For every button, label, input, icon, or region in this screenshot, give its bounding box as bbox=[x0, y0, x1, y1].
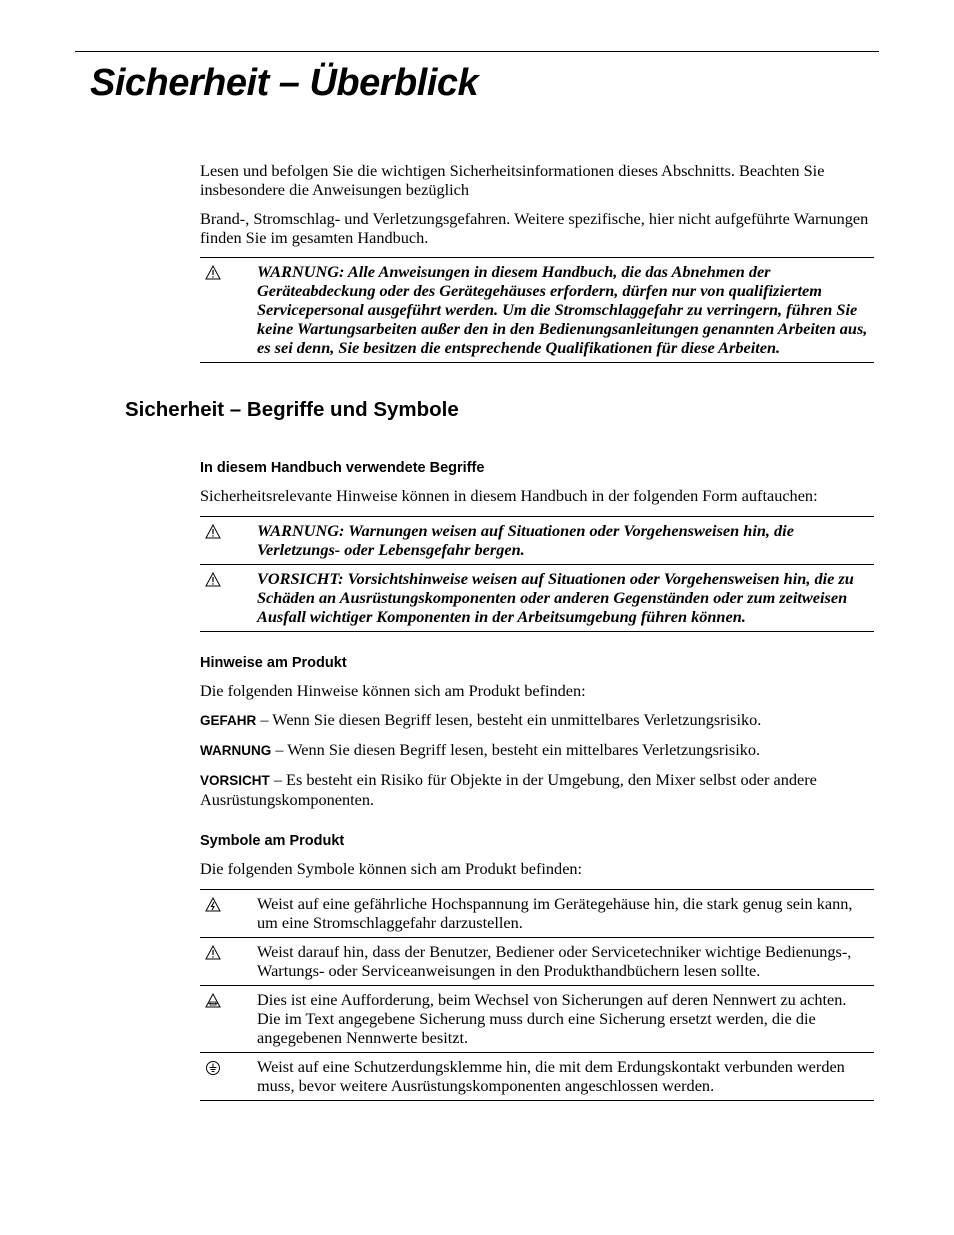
warning-text: – Wenn Sie diesen Begriff lesen, besteht ein mittelbares Verletzungsrisiko. bbox=[271, 740, 761, 759]
terms-notice-box bbox=[200, 516, 874, 632]
warning-triangle-icon bbox=[200, 569, 257, 626]
caution-text: – Es besteht ein Risiko für Objekte in der Umgebung, den Mixer selbst oder andere Ausrüstungskomponenten. bbox=[200, 770, 817, 809]
terms-section bbox=[200, 460, 874, 1101]
terms-warning-row bbox=[200, 517, 874, 565]
symbol-text: Weist auf eine gefährliche Hochspannung im Gerätegehäuse hin, die stark genug sein kann, um eine Stromschlaggefahr darzustellen. bbox=[257, 894, 853, 932]
main-warning-box bbox=[200, 257, 874, 363]
fuse-icon bbox=[200, 990, 257, 1047]
intro-section bbox=[200, 161, 874, 363]
caution-label: VORSICHT bbox=[200, 773, 270, 788]
danger-label: GEFAHR bbox=[200, 713, 257, 728]
terms-warning-text: WARNUNG: Warnungen weisen auf Situationen oder Vorgehensweisen hin, die Verletzungs- oder Lebensgefahr bergen. bbox=[257, 521, 794, 559]
symbol-row bbox=[200, 1053, 874, 1101]
terms-heading: In diesem Handbuch verwendete Begriffe bbox=[200, 460, 485, 476]
product-symbols-intro: Die folgenden Symbole können sich am Produkt befinden: bbox=[200, 859, 583, 878]
warning-triangle-icon bbox=[200, 262, 257, 357]
main-warning-text: WARNUNG: Alle Anweisungen in diesem Handbuch, die das Abnehmen der Geräteabdeckung oder des Gerätegehäuses erfordern, dürfen nur von qualifiziertem Servicepersonal ausgeführt werden. Um die Stromschlaggefahr zu verringern, führen Sie keine Wartungsarbeiten außer den in den Bedienungsanleitungen genannten Arbeiten aus, es sei denn, Sie besitzen die entsprechende Qualifikationen für diese Arbeiten. bbox=[257, 262, 868, 357]
symbol-text: Dies ist eine Aufforderung, beim Wechsel von Sicherungen auf deren Nennwert zu achten. Die im Text angegebene Sicherung muss durch eine Sicherung ersetzt werden, die die angegebenen Nennwerte besitzt. bbox=[257, 990, 847, 1047]
product-notes-intro: Die folgenden Hinweise können sich am Produkt befinden: bbox=[200, 681, 586, 700]
intro-paragraph-1: Lesen und befolgen Sie die wichtigen Sicherheitsinformationen dieses Abschnitts. Beachten Sie insbesondere die Anweisungen bezüglich bbox=[200, 161, 825, 199]
product-notes-heading: Hinweise am Produkt bbox=[200, 655, 347, 671]
warning-triangle-icon bbox=[200, 521, 257, 559]
terms-caution-text: VORSICHT: Vorsichtshinweise weisen auf Situationen oder Vorgehensweisen hin, die zu Schäden an Ausrüstungskomponenten oder anderen Gegenständen oder zum zeitweisen Ausfall wichtiger Komponenten in der Arbeitsumgebung führen können. bbox=[257, 569, 854, 626]
terms-caution-row bbox=[200, 565, 874, 632]
section-title: Sicherheit – Begriffe und Symbole bbox=[125, 398, 459, 421]
product-symbols-heading: Symbole am Produkt bbox=[200, 833, 345, 849]
danger-text: – Wenn Sie diesen Begriff lesen, besteht ein unmittelbares Verletzungsrisiko. bbox=[256, 710, 762, 729]
symbol-row bbox=[200, 890, 874, 938]
symbol-row bbox=[200, 938, 874, 986]
symbols-table bbox=[200, 889, 874, 1101]
high-voltage-icon bbox=[200, 894, 257, 932]
warning-triangle-icon bbox=[200, 942, 257, 980]
main-warning-row bbox=[200, 258, 874, 363]
warning-label: WARNUNG bbox=[200, 743, 272, 758]
symbol-row bbox=[200, 986, 874, 1053]
warning-note bbox=[200, 740, 874, 760]
symbol-text: Weist auf eine Schutzerdungsklemme hin, die mit dem Erdungskontakt verbunden werden muss, bevor weitere Ausrüstungskomponenten angeschlossen werden. bbox=[257, 1057, 845, 1095]
protective-earth-icon bbox=[200, 1057, 257, 1095]
page-title: Sicherheit – Überblick bbox=[90, 62, 479, 104]
caution-note bbox=[200, 770, 874, 809]
danger-note bbox=[200, 710, 874, 730]
intro-paragraph-2: Brand-, Stromschlag- und Verletzungsgefahren. Weitere spezifische, hier nicht aufgeführte Warnungen finden Sie im gesamten Handbuch. bbox=[200, 209, 869, 247]
symbol-text: Weist darauf hin, dass der Benutzer, Bediener oder Servicetechniker wichtige Bedienungs-, Wartungs- oder Serviceanweisungen in den Produkthandbüchern lesen sollte. bbox=[257, 942, 852, 980]
terms-intro: Sicherheitsrelevante Hinweise können in diesem Handbuch in der folgenden Form auftauchen: bbox=[200, 486, 818, 505]
top-rule bbox=[75, 51, 879, 52]
